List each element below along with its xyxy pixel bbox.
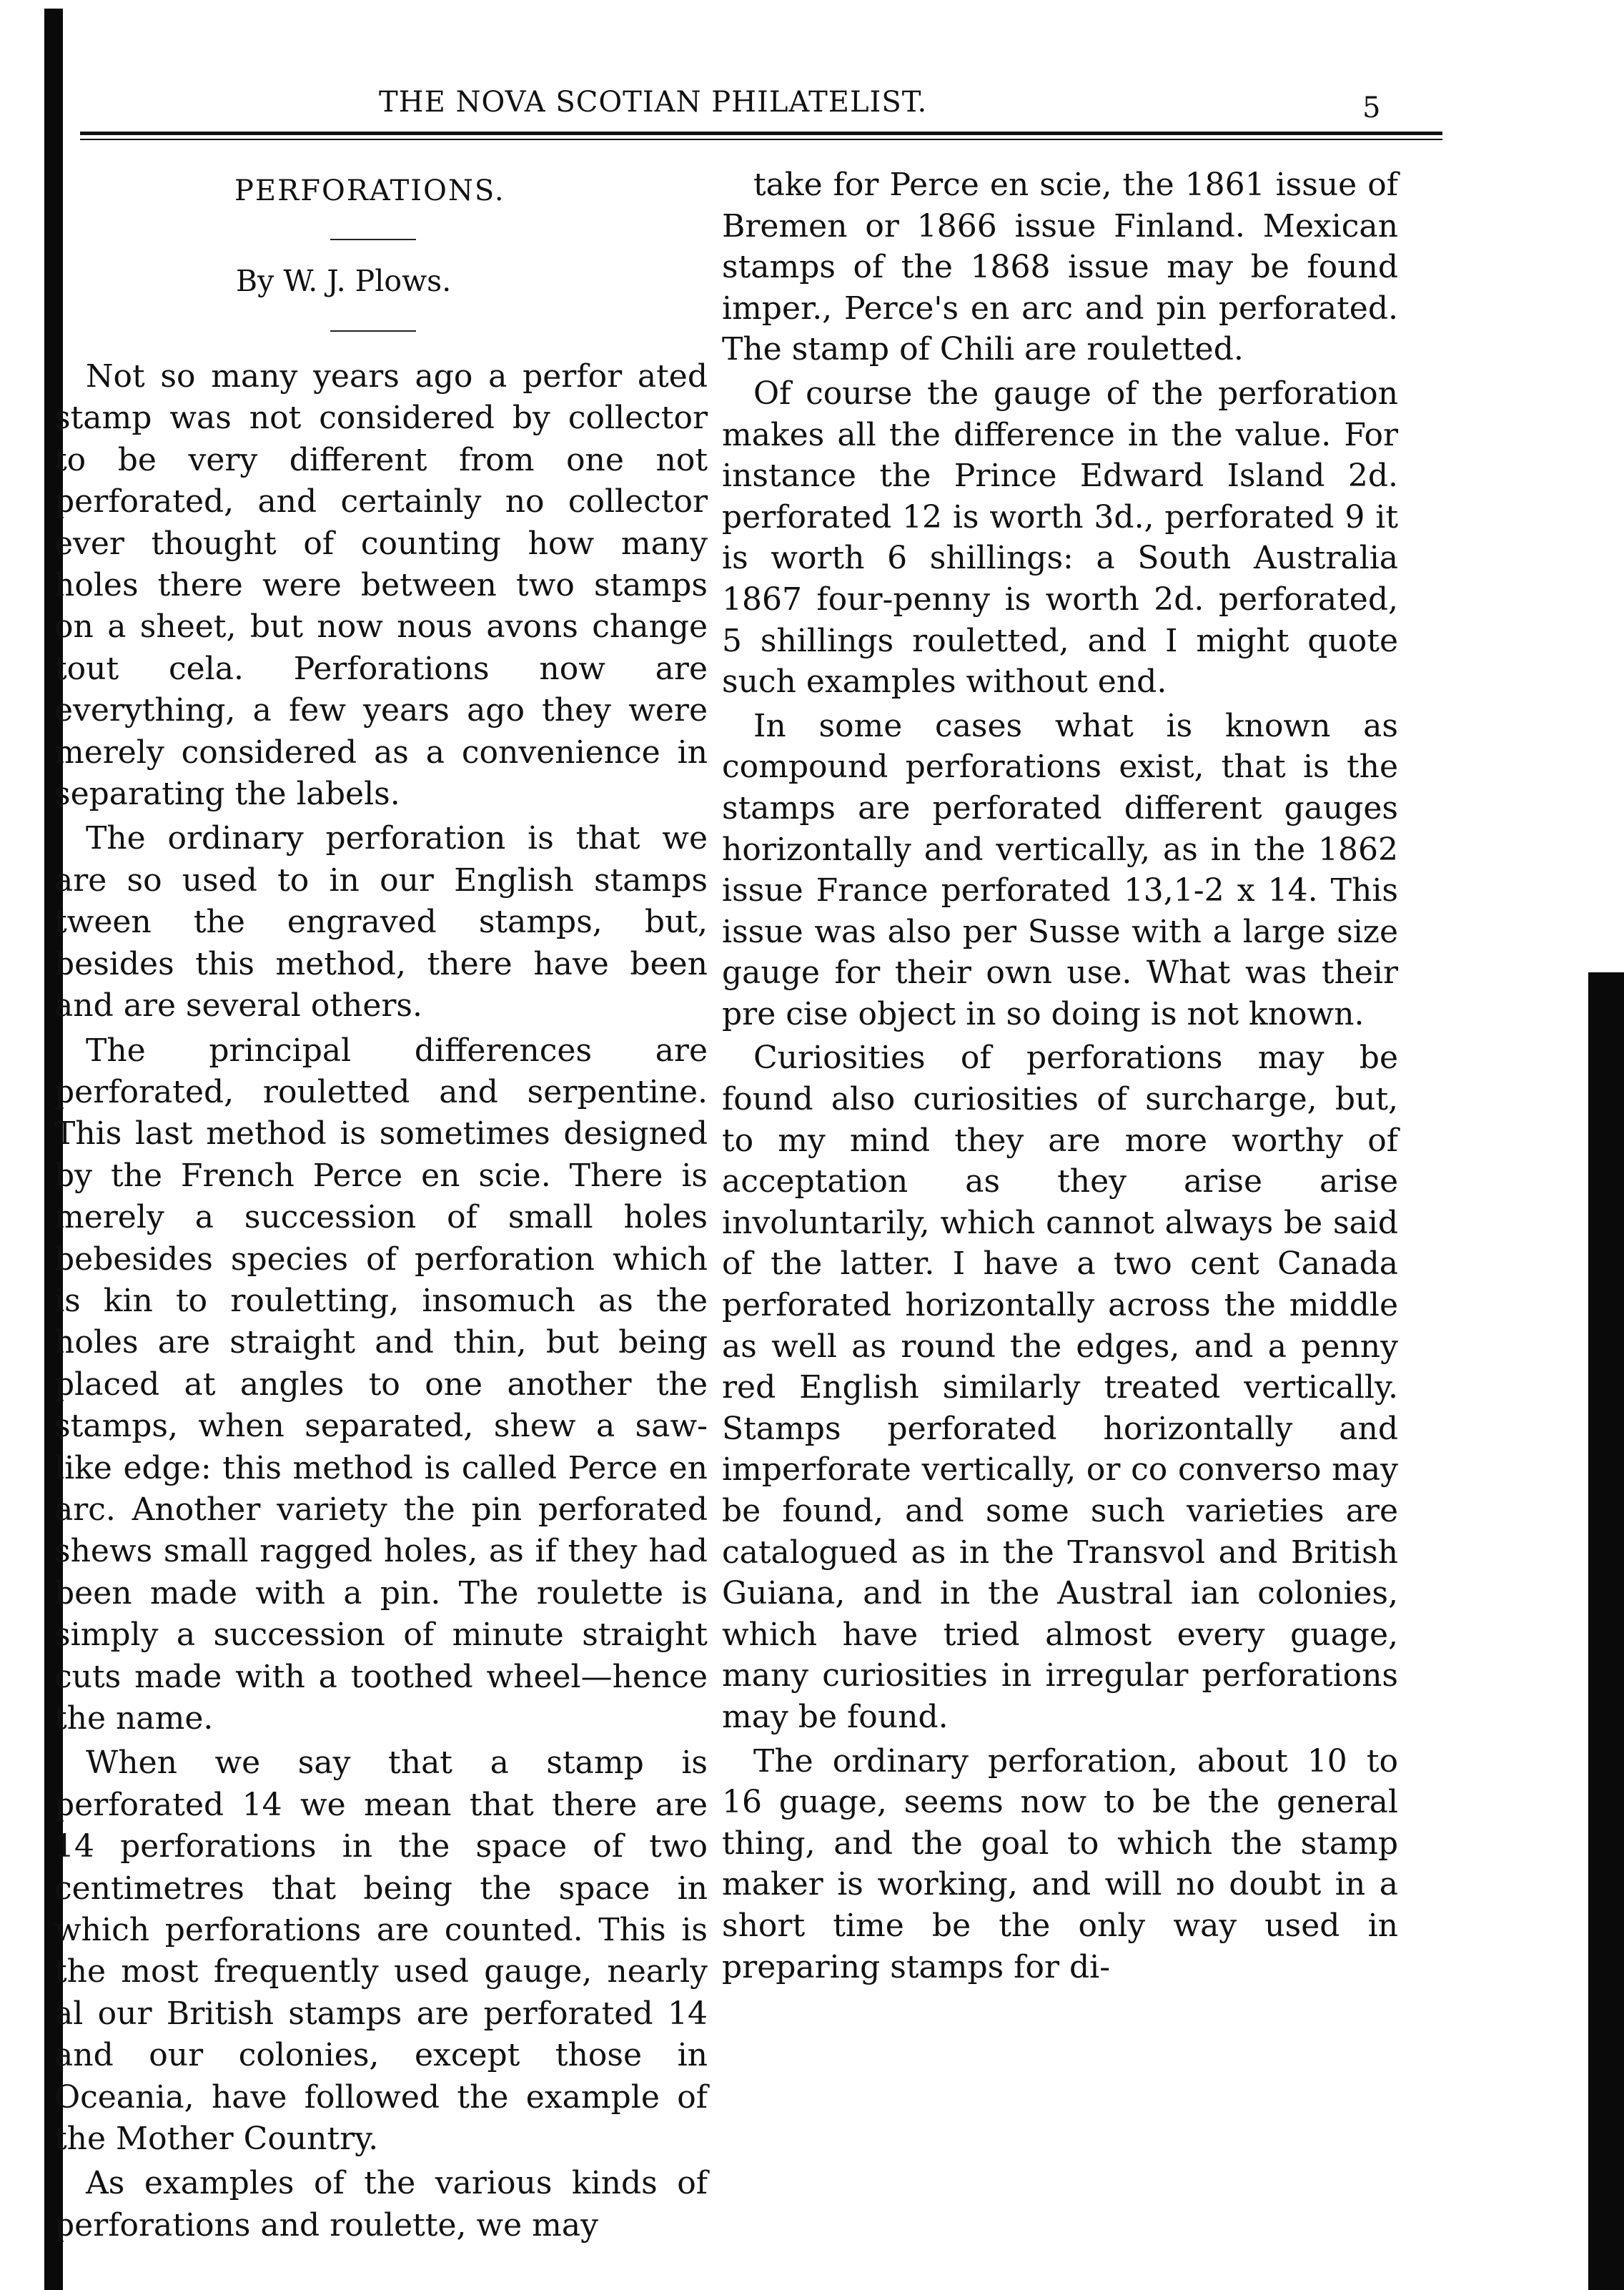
header-rule-thick xyxy=(80,132,1442,135)
paragraph: take for Perce en scie, the 1861 issue of Bremen or 1866 issue Finland. Mexican stamps of the 1868 issue may be found imper., Perce's en arc and pin perforated. The stamp of Chili are rouletted. xyxy=(722,167,1398,368)
paragraph: In some cases what is known as compound perforations exist, that is the stamps are perforated different gauges horizontally and vertically, as in the 1862 issue France perforated 13,1-2 x 14. This issue was also per Susse with a large size gauge for their own use. What was their pre cise object in so doing is not known. xyxy=(722,707,1398,1032)
paragraph: Curiosities of perforations may be found also curiosities of surcharge, but, to my mind they are more worthy of acceptation as they arise arise involuntarily, which cannot always be said of the latter. I have a two cent Canada perforated horizontally across the middle as well as round the edges, and a penny red English similarly treated vertically. Stamps perforated horizontally and imperforate vertically, or co converso may be found, and some such varieties are catalogued as in the Transvol and British Guiana, and in the Austral ian colonies, which have tried almost every guage, many curiosities in irregular perforations may be found. xyxy=(722,1040,1398,1735)
binding-shadow-right xyxy=(1588,972,1624,2290)
left-column xyxy=(54,164,708,2249)
paragraph: When we say that a stamp is perforated 14 we mean that there are 14 perforations in the space of two centimetres that being the space in which perforations are counted. This is the most frequently used gauge, nearly al our British stamps are perforated 14 and our colonies, except those in Oceania, have followed the example of the Mother Country. xyxy=(54,1744,708,2158)
paragraph: As examples of the various kinds of perforations and roulette, we may xyxy=(54,2165,708,2244)
page-number: 5 xyxy=(1362,92,1381,124)
article-title: PERFORATIONS. xyxy=(234,174,505,207)
byline-separator xyxy=(330,330,416,332)
paragraph: The ordinary perforation is that we are so used to in our English stamps tween the engraved stamps, but, besides this method, there have been and are several others. xyxy=(54,820,708,1025)
paragraph: The ordinary perforation, about 10 to 16 guage, seems now to be the general thing, and the goal to which the stamp maker is working, and will no doubt in a short time be the only way used in preparing stamps for di- xyxy=(722,1742,1398,1985)
running-head-title: THE NOVA SCOTIAN PHILATELIST. xyxy=(379,86,928,119)
title-separator xyxy=(330,239,416,240)
article-byline: By W. J. Plows. xyxy=(236,264,452,298)
paragraph: The principal differences are perforated, rouletted and serpentine. This last method is sometimes designed by the French Perce en scie. There is merely a succession of small holes bebesides species of perforation which is kin to rouletting, insomuch as the holes are straight and thin, but being placed at angles to one another the stamps, when separated, shew a saw-like edge: this method is called Perce en arc. Another variety the pin perforated shews small ragged holes, as if they had been made with a pin. The roulette is simply a succession of minute straight cuts made with a toothed wheel—hence the name. xyxy=(54,1032,708,1737)
header-rule-thin xyxy=(80,139,1442,140)
paragraph: Of course the gauge of the perforation makes all the difference in the value. For instance the Prince Edward Island 2d. perforated 12 is worth 3d., perforated 9 it is worth 6 shillings: a South Australia 1867 four-penny is worth 2d. perforated, 5 shillings rouletted, and I might quote such examples without end. xyxy=(722,375,1398,701)
right-column xyxy=(722,164,1398,1990)
paragraph: Not so many years ago a perfor ated stamp was not considered by collector to be very different from one not perforated, and certainly no collector ever thought of counting how many holes there were between two stamps on a sheet, but now nous avons change tout cela. Perforations now are everything, a few years ago they were merely considered as a convenience in separating the labels. xyxy=(54,358,708,813)
